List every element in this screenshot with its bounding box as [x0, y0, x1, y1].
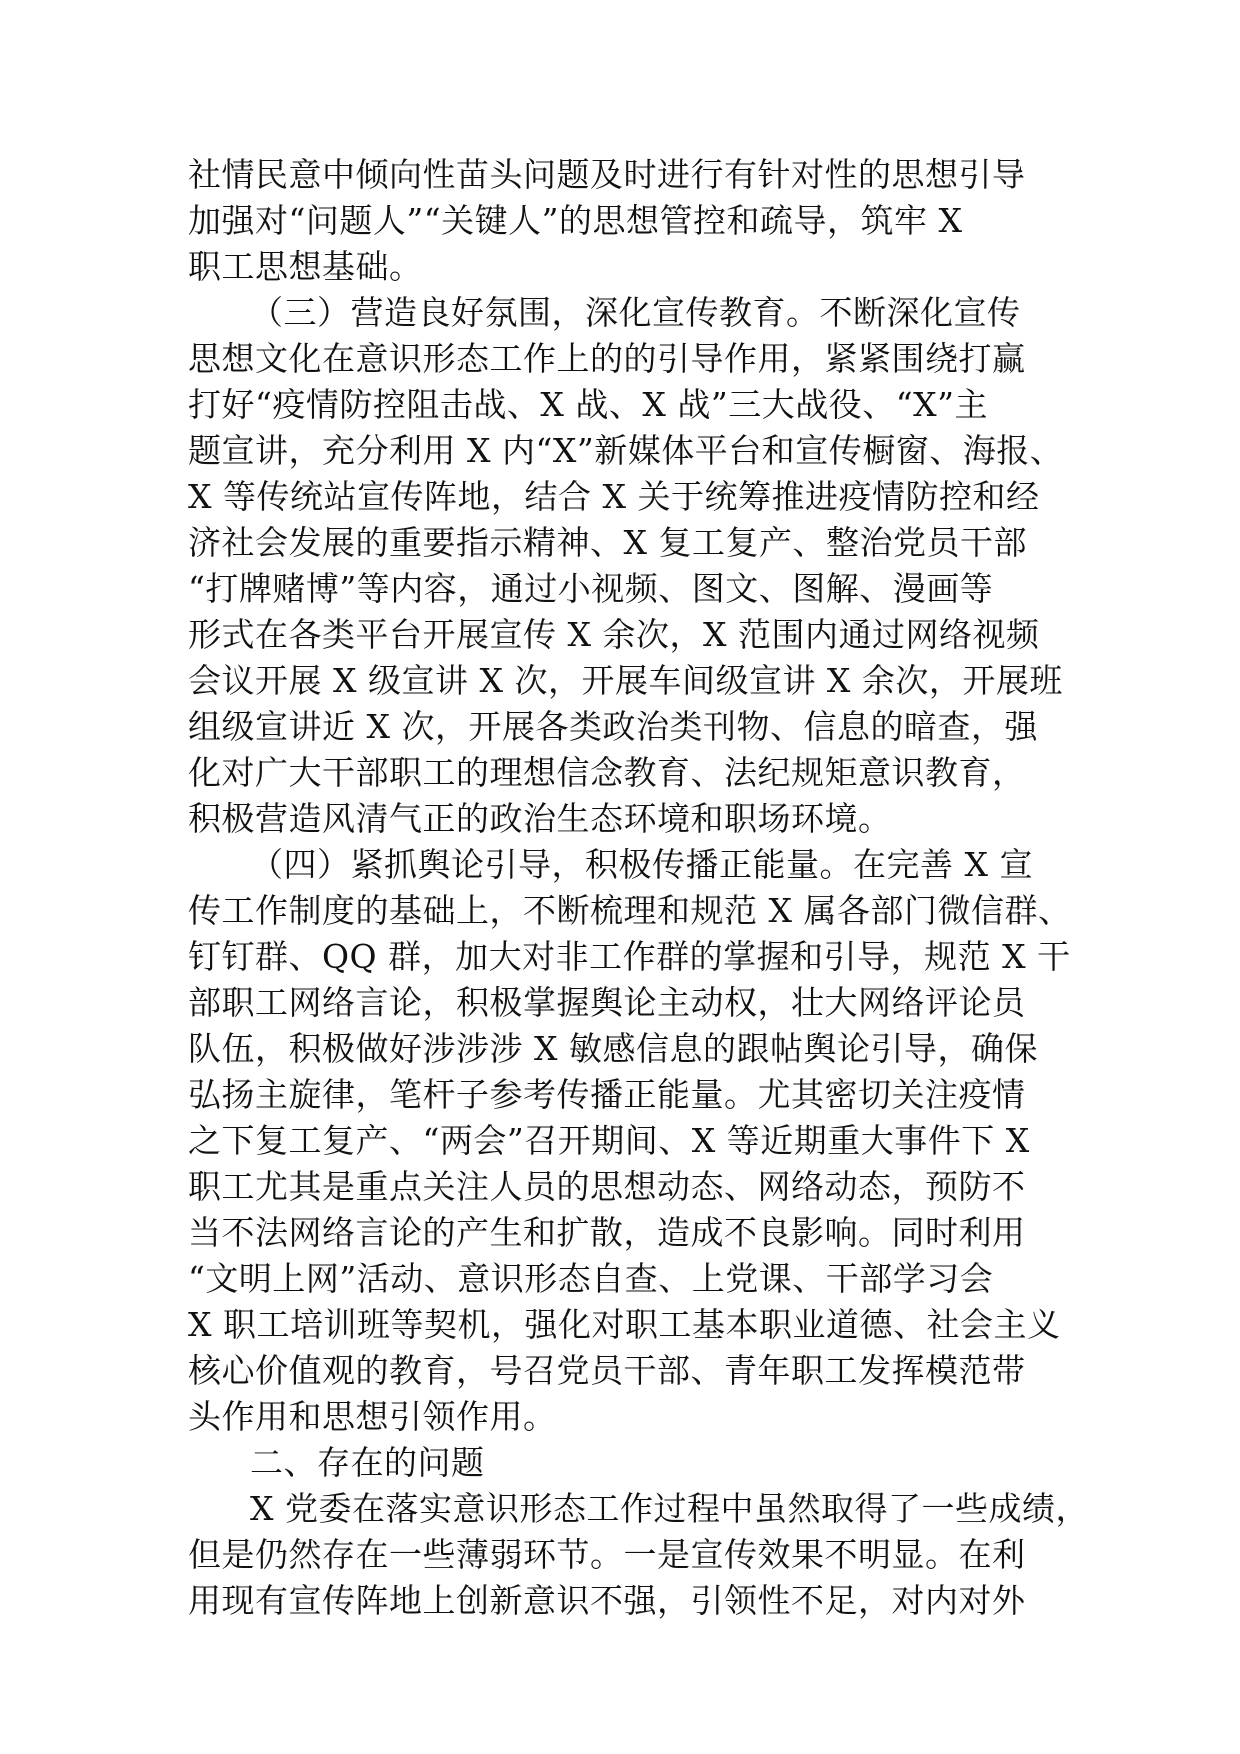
text-line: （四）紧抓舆论引导，积极传播正能量。在完善 X 宣	[250, 845, 1033, 884]
text-line: 部职工网络言论，积极掌握舆论主动权，壮大网络评论员	[188, 983, 1026, 1022]
text-line: 但是仍然存在一些薄弱环节。一是宣传效果不明显。在利	[188, 1535, 1026, 1574]
text-line: “打牌赌博”等内容，通过小视频、图文、图解、漫画等	[188, 569, 994, 608]
text-line: X 职工培训班等契机，强化对职工基本职业道德、社会主义	[188, 1305, 1061, 1344]
text-line: X 党委在落实意识形态工作过程中虽然取得了一些成绩，	[250, 1489, 1089, 1528]
text-line: X 等传统站宣传阵地，结合 X 关于统筹推进疫情防控和经	[188, 477, 1040, 516]
text-line: 思想文化在意识形态工作上的的引导作用，紧紧围绕打赢	[188, 339, 1026, 378]
text-line: 加强对“问题人”“关键人”的思想管控和疏导，筑牢 X	[188, 201, 963, 240]
text-line: 之下复工复产、“两会”召开期间、X 等近期重大事件下 X	[188, 1121, 1030, 1160]
text-line: 钉钉群、QQ 群，加大对非工作群的掌握和引导，规范 X 干	[188, 937, 1071, 976]
text-line: 化对广大干部职工的理想信念教育、法纪规矩意识教育，	[188, 753, 1026, 792]
text-line: 用现有宣传阵地上创新意识不强，引领性不足，对内对外	[188, 1581, 1026, 1620]
text-line: 核心价值观的教育，号召党员干部、青年职工发挥模范带	[188, 1351, 1026, 1390]
text-line: 题宣讲，充分利用 X 内“X”新媒体平台和宣传橱窗、海报、	[188, 431, 1064, 470]
document-page	[188, 152, 1089, 1624]
text-line: “文明上网”活动、意识形态自查、上党课、干部学习会	[188, 1259, 994, 1298]
text-line: 传工作制度的基础上，不断梳理和规范 X 属各部门微信群、	[188, 891, 1072, 930]
text-line: 积极营造风清气正的政治生态环境和职场环境。	[188, 799, 892, 838]
text-line: 济社会发展的重要指示精神、X 复工复产、整治党员干部	[188, 523, 1027, 562]
document-body	[188, 152, 1089, 1624]
text-line: 当不法网络言论的产生和扩散，造成不良影响。同时利用	[188, 1213, 1026, 1252]
text-line: 弘扬主旋律，笔杆子参考传播正能量。尤其密切关注疫情	[188, 1075, 1026, 1114]
text-line: 形式在各类平台开展宣传 X 余次，X 范围内通过网络视频	[188, 615, 1040, 654]
text-line: 组级宣讲近 X 次，开展各类政治类刊物、信息的暗查，强	[188, 707, 1038, 746]
text-line: 二、存在的问题	[250, 1443, 485, 1482]
text-line: （三）营造良好氛围，深化宣传教育。不断深化宣传	[250, 293, 1021, 332]
text-line: 职工思想基础。	[188, 247, 423, 286]
text-line: 队伍，积极做好涉涉涉 X 敏感信息的跟帖舆论引导，确保	[188, 1029, 1038, 1068]
text-line: 职工尤其是重点关注人员的思想动态、网络动态，预防不	[188, 1167, 1026, 1206]
text-line: 头作用和思想引领作用。	[188, 1397, 557, 1436]
text-line: 会议开展 X 级宣讲 X 次，开展车间级宣讲 X 余次，开展班	[188, 661, 1063, 700]
text-line: 打好“疫情防控阻击战、X 战、X 战”三大战役、“X”主	[188, 385, 988, 424]
text-line: 社情民意中倾向性苗头问题及时进行有针对性的思想引导	[188, 155, 1026, 194]
